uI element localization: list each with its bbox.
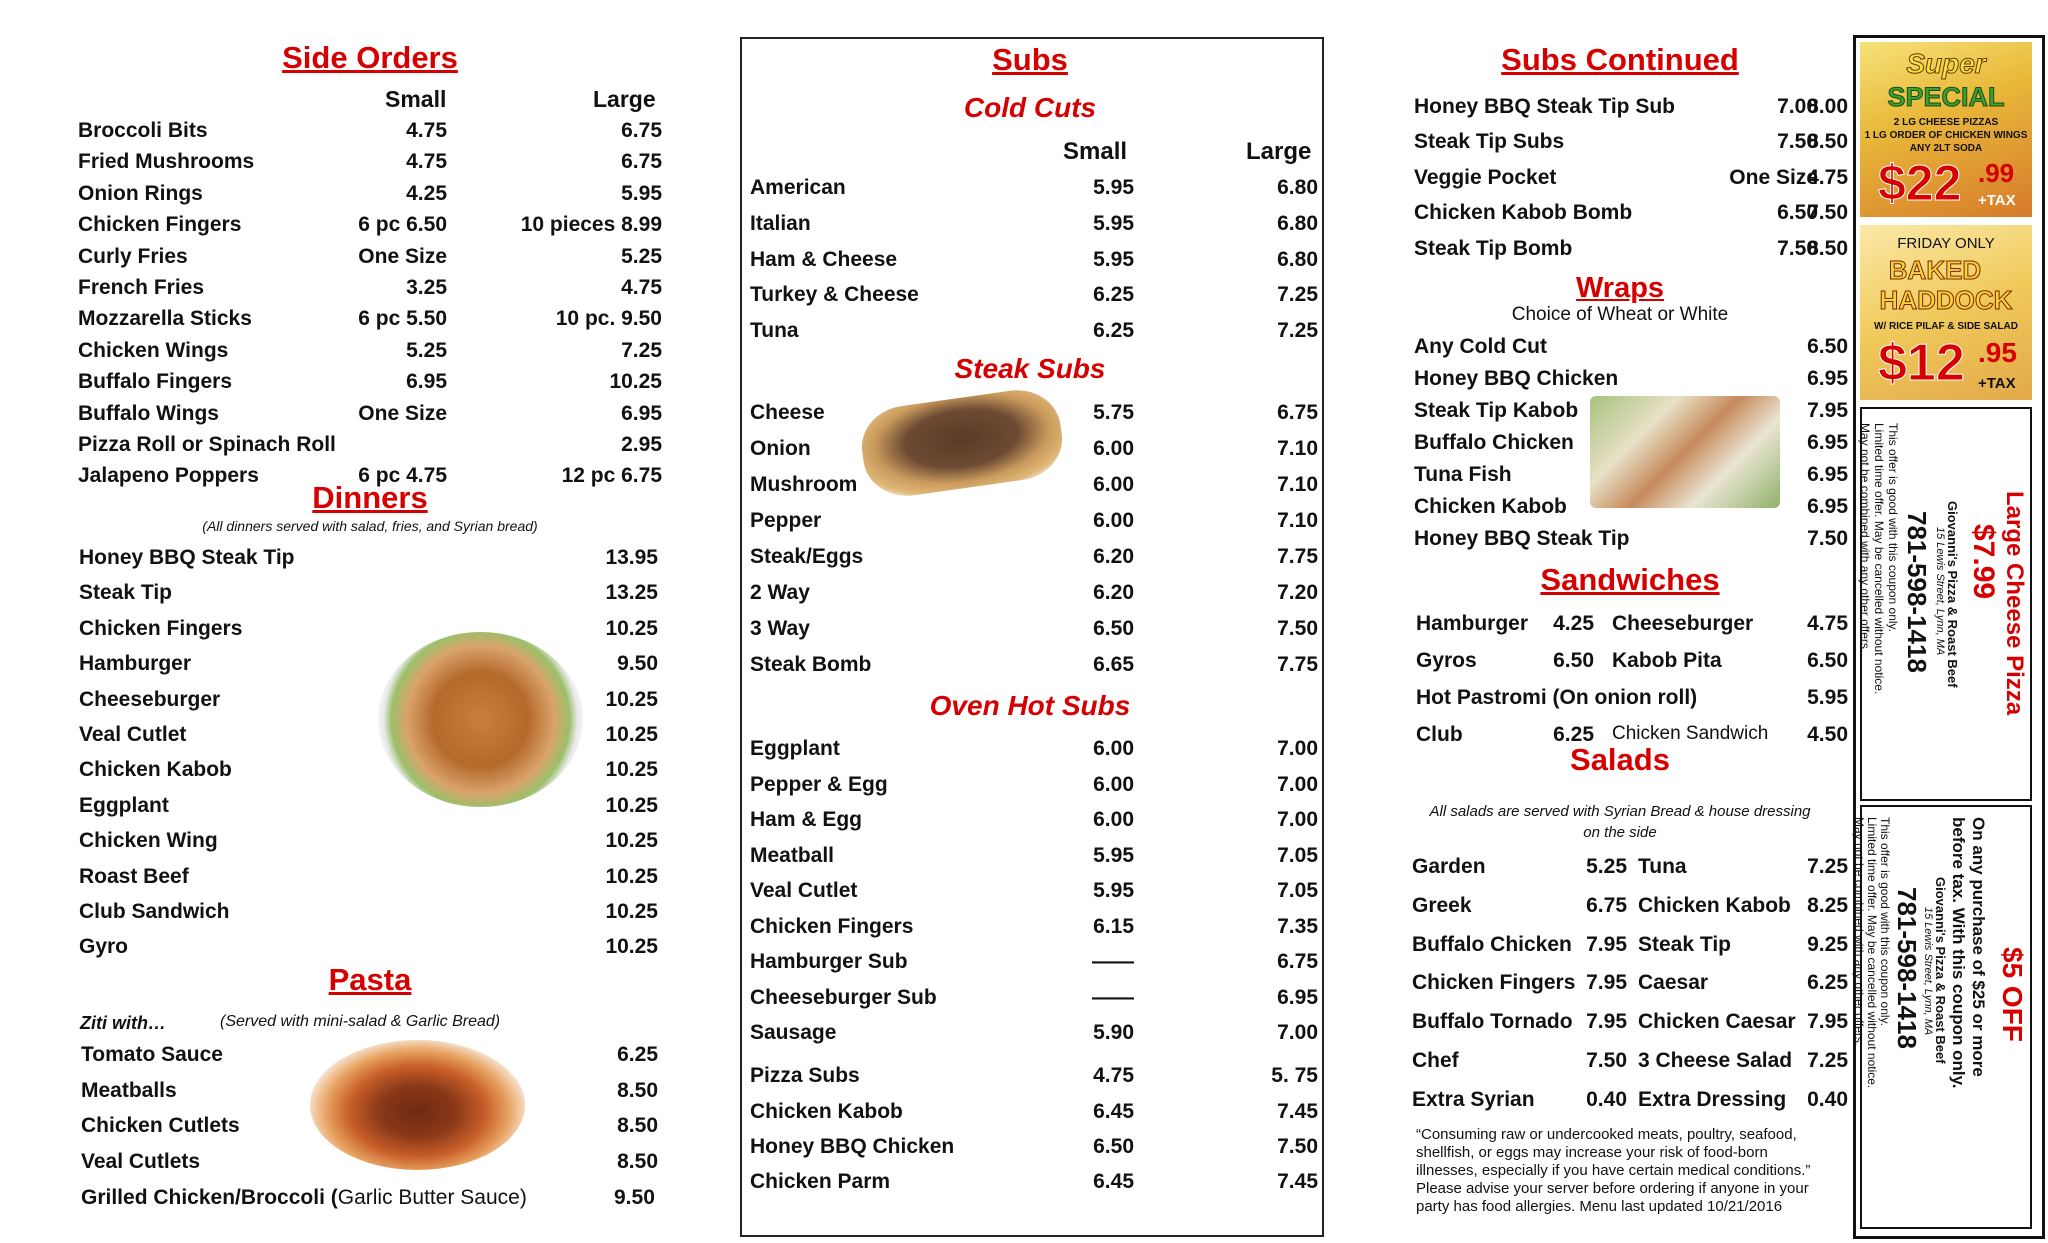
salads-note-2: on the side xyxy=(1583,824,1657,841)
chicken-plate-image xyxy=(378,632,583,807)
item-large-price: 7.20 xyxy=(1277,581,1318,604)
item-name-a: Hot Pastromi (On onion roll) xyxy=(1416,686,1698,709)
coupon1-fine-2: Limited time offer. May be cancelled without notice. xyxy=(1872,423,1886,695)
super-desc-1: 2 LG CHEESE PIZZAS xyxy=(1893,117,1999,128)
super-price: $22 xyxy=(1878,155,1962,211)
item-price: 10.25 xyxy=(605,687,658,711)
item-name: Meatballs xyxy=(81,1078,177,1102)
coupon2-line-1: On any purchase of $25 or more xyxy=(1969,817,1988,1077)
item-large-price: 7.45 xyxy=(1277,1100,1318,1123)
subs-title: Subs xyxy=(992,42,1068,77)
item-name: American xyxy=(750,176,846,199)
friday-desc: W/ RICE PILAF & SIDE SALAD xyxy=(1874,321,2018,332)
super-label: Super xyxy=(1906,48,1986,79)
item-name: Steak Tip Subs xyxy=(1414,130,1565,154)
item-price-a: 7.95 xyxy=(1586,971,1627,995)
item-large-price: 8.50 xyxy=(1807,130,1848,154)
item-name: Veal Cutlet xyxy=(750,879,858,902)
item-small-price: 5.95 xyxy=(1093,176,1134,199)
item-name: Onion xyxy=(750,437,811,460)
item-price-b: 6.50 xyxy=(1807,648,1848,672)
item-name: Chicken Wings xyxy=(78,338,229,362)
item-name: Cheeseburger xyxy=(79,687,221,711)
item-small-price: 7.50 xyxy=(1777,130,1818,154)
item-name: Chicken Cutlets xyxy=(81,1114,240,1137)
item-name: Buffalo Wings xyxy=(78,401,219,425)
item-price: 13.95 xyxy=(605,546,658,569)
item-large-price: 7.10 xyxy=(1277,473,1318,496)
coupon1-fine-3: May not be combined with any other offers. xyxy=(1858,423,1872,653)
super-tax: +TAX xyxy=(1978,192,2016,209)
item-name: Veal Cutlets xyxy=(81,1149,201,1173)
coupon2-phone: 781-598-1418 xyxy=(1892,887,1922,1049)
item-large-price: 7.75 xyxy=(1277,545,1318,568)
item-name: Curly Fries xyxy=(78,244,188,268)
wrap-image xyxy=(1590,396,1780,508)
item-price: 10.25 xyxy=(605,616,658,640)
item-price-b: 4.75 xyxy=(1807,612,1848,635)
item-price: 10.25 xyxy=(605,864,658,888)
item-price: 6.95 xyxy=(1807,463,1848,486)
item-small-price: 4.75 xyxy=(1093,1064,1134,1087)
item-large-price: 7.45 xyxy=(1277,1170,1318,1193)
item-price-b: 7.25 xyxy=(1807,1049,1848,1072)
item-price: 6.50 xyxy=(1807,335,1848,358)
item-price: 10.25 xyxy=(605,723,658,746)
item-large-price: 5.25 xyxy=(621,244,662,268)
item-name: Ham & Egg xyxy=(750,808,863,831)
item-name: Hamburger Sub xyxy=(750,950,908,973)
item-name: Tuna Fish xyxy=(1414,463,1512,486)
item-small-price: 6.20 xyxy=(1093,581,1134,604)
side-orders-title: Side Orders xyxy=(282,40,458,75)
item-name: Meatball xyxy=(750,844,835,867)
item-name-a: Gyros xyxy=(1416,648,1477,672)
item-large-price: 7.00 xyxy=(1277,1021,1318,1044)
item-name: Chicken Kabob Bomb xyxy=(1414,201,1633,225)
item-price-a: 6.75 xyxy=(1586,893,1627,917)
item-price-b: 5.95 xyxy=(1807,686,1848,709)
dinners-note: (All dinners served with salad, fries, and Syrian bread) xyxy=(202,518,538,534)
item-small-price: 5.75 xyxy=(1093,401,1134,424)
item-large-price: 7.10 xyxy=(1277,509,1318,532)
disclaimer-line: illnesses, especially if you have certain medical conditions.” xyxy=(1416,1162,1811,1179)
item-price-a: 7.95 xyxy=(1586,1010,1627,1034)
item-large-price: 4.75 xyxy=(1807,165,1848,189)
item-name: Chicken Kabob xyxy=(1414,495,1567,518)
item-price: 7.95 xyxy=(1807,399,1848,422)
item-name: Honey BBQ Steak Tip Sub xyxy=(1414,95,1675,118)
col-small-label: Small xyxy=(385,86,447,112)
friday-label: FRIDAY ONLY xyxy=(1897,235,1995,252)
item-large-price: 7.25 xyxy=(621,338,662,362)
item-name: Buffalo Chicken xyxy=(1414,431,1574,454)
item-large-price: 2.95 xyxy=(621,433,662,456)
super-desc-3: ANY 2LT SODA xyxy=(1909,143,1983,154)
disclaimer-line: party has food allergies. Menu last updated 10/21/2016 xyxy=(1416,1198,1783,1215)
item-name: Roast Beef xyxy=(79,864,189,888)
item-small-price: 6 pc 4.75 xyxy=(358,464,447,488)
item-name: Chicken Fingers xyxy=(750,915,914,938)
item-price-b: 6.25 xyxy=(1807,971,1848,995)
item-large-price: 7.05 xyxy=(1277,879,1318,902)
item-large-price: 10.25 xyxy=(609,370,662,394)
item-price-b: 0.40 xyxy=(1807,1087,1848,1111)
item-price-b: 4.50 xyxy=(1807,723,1848,746)
item-price-a: 4.25 xyxy=(1553,612,1594,635)
coupon2-title: $5 OFF xyxy=(1997,947,2028,1042)
item-name: Tuna xyxy=(750,319,799,343)
item-name: Cheeseburger Sub xyxy=(750,986,937,1009)
item-small-price: 6.25 xyxy=(1093,283,1134,307)
item-small-price: 6.95 xyxy=(406,370,447,394)
item-small-price: —— xyxy=(1092,950,1134,973)
coupon1-title: Large Cheese Pizza xyxy=(2001,491,2028,716)
item-price: 10.25 xyxy=(605,758,658,782)
item-small-price: 6.00 xyxy=(1093,509,1134,532)
item-name: Steak Tip xyxy=(79,581,172,605)
item-large-price: 6.75 xyxy=(621,150,662,174)
item-name-a: Buffalo Tornado xyxy=(1412,1010,1573,1034)
item-name: Honey BBQ Chicken xyxy=(1414,367,1619,390)
item-large-price: 7.25 xyxy=(1277,319,1318,343)
item-name: Chicken Fingers xyxy=(78,213,242,237)
item-small-price: 6.15 xyxy=(1093,915,1134,938)
item-small-price: 6 pc 6.50 xyxy=(358,213,447,237)
item-small-price: 6.50 xyxy=(1777,201,1818,225)
subs-continued-title: Subs Continued xyxy=(1501,42,1739,77)
item-price: 8.50 xyxy=(617,1078,658,1102)
item-large-price: 7.05 xyxy=(1277,844,1318,867)
coupon-large-cheese-pizza[interactable] xyxy=(1860,407,2032,801)
item-name: Hamburger xyxy=(79,652,192,676)
coupon2-fine-1: This offer is good with this coupon only. xyxy=(1878,817,1892,1027)
subs-col-small: Small xyxy=(1063,138,1128,165)
cold-cuts-title: Cold Cuts xyxy=(963,92,1097,123)
item-name-b: Kabob Pita xyxy=(1612,648,1722,672)
item-small-price: 6.45 xyxy=(1093,1170,1134,1193)
item-name: Veggie Pocket xyxy=(1414,165,1557,189)
item-large-price: 5. 75 xyxy=(1271,1064,1318,1087)
item-name: Jalapeno Poppers xyxy=(78,464,259,488)
item-name: Sausage xyxy=(750,1021,837,1044)
item-name-a: Garden xyxy=(1412,855,1486,878)
item-price: 7.50 xyxy=(1807,527,1848,550)
item-name: Any Cold Cut xyxy=(1414,335,1547,358)
item-name: Turkey & Cheese xyxy=(750,283,919,307)
item-name: Pepper xyxy=(750,509,822,532)
salads-note-1: All salads are served with Syrian Bread & house dressing xyxy=(1429,803,1811,820)
pasta-title: Pasta xyxy=(328,962,412,997)
item-price: 13.25 xyxy=(605,581,658,605)
item-large-price: 6.75 xyxy=(621,119,662,142)
super-cents: .99 xyxy=(1978,158,2015,188)
subs-col-large: Large xyxy=(1246,138,1312,165)
item-name: Eggplant xyxy=(79,793,169,817)
item-name: Chicken Parm xyxy=(750,1170,891,1193)
item-large-price: 6.80 xyxy=(1277,176,1318,199)
item-large-price: 6.95 xyxy=(1277,986,1318,1009)
disclaimer-line: Please advise your server before ordering if anyone in your xyxy=(1416,1180,1809,1197)
item-name: Pepper & Egg xyxy=(750,773,888,796)
item-price: 6.95 xyxy=(1807,367,1848,390)
coupon1-price: $7.99 xyxy=(1967,524,2000,600)
item-name-a: Hamburger xyxy=(1416,612,1529,635)
item-name-b: Extra Dressing xyxy=(1638,1087,1787,1111)
item-large-price: 6.80 xyxy=(1277,211,1318,235)
item-large-price: 6.80 xyxy=(1277,247,1318,271)
item-name-a: Chicken Fingers xyxy=(1412,971,1576,995)
item-small-price: 4.75 xyxy=(406,119,447,142)
item-name-b: Steak Tip xyxy=(1638,932,1731,956)
item-name: Steak Tip Kabob xyxy=(1414,399,1579,422)
item-small-price: One Size xyxy=(1729,165,1818,189)
sandwiches-title: Sandwiches xyxy=(1540,562,1720,597)
promo-super-special xyxy=(1860,42,2032,217)
ziti-label: Ziti with… xyxy=(80,1013,166,1033)
item-name: Veal Cutlet xyxy=(79,723,187,746)
item-large-price: 7.35 xyxy=(1277,915,1318,938)
item-name: Mozzarella Sticks xyxy=(78,307,252,331)
item-small-price: 4.25 xyxy=(406,181,447,205)
item-small-price: 5.25 xyxy=(406,338,447,362)
baked-label: BAKED xyxy=(1888,255,1982,285)
item-small-price: 6.00 xyxy=(1093,473,1134,496)
item-name: Eggplant xyxy=(750,737,840,760)
item-price-a: 6.50 xyxy=(1553,648,1594,672)
item-name: 3 Way xyxy=(750,617,810,640)
item-large-price: 7.25 xyxy=(1277,283,1318,307)
item-small-price: 6.20 xyxy=(1093,545,1134,568)
item-price-b: 9.25 xyxy=(1807,932,1848,956)
coupon2-line-2: before tax. With this coupon only. xyxy=(1949,817,1968,1089)
item-large-price: 4.75 xyxy=(621,276,662,299)
wraps-note: Choice of Wheat or White xyxy=(1511,304,1729,325)
item-large-price: 7.10 xyxy=(1277,437,1318,460)
item-name: Honey BBQ Steak Tip xyxy=(1414,527,1630,550)
coupon1-store: Giovanni's Pizza & Roast Beef xyxy=(1945,501,1960,688)
coupon2-address: 15 Lewis Street, Lynn, MA xyxy=(1922,907,1934,1036)
pasta-last-sub: Garlic Butter Sauce) xyxy=(337,1186,527,1209)
item-name-a: Club xyxy=(1416,723,1463,746)
special-label: SPECIAL xyxy=(1887,82,2005,112)
item-name-a: Chef xyxy=(1412,1049,1459,1072)
item-small-price: 5.95 xyxy=(1093,211,1134,235)
friday-price: $12 xyxy=(1878,334,1965,392)
item-name: Honey BBQ Chicken xyxy=(750,1135,955,1158)
item-price: 10.25 xyxy=(605,935,658,959)
item-name: Onion Rings xyxy=(78,181,203,205)
item-name: Pizza Subs xyxy=(750,1064,860,1087)
coupon1-phone: 781-598-1418 xyxy=(1902,511,1932,673)
item-name-a: Greek xyxy=(1412,893,1472,917)
item-name: 2 Way xyxy=(750,581,810,604)
item-large-price: 7.50 xyxy=(1277,1135,1318,1158)
coupon2-store: Giovanni's Pizza & Roast Beef xyxy=(1933,877,1948,1064)
item-name: Chicken Kabob xyxy=(750,1100,903,1123)
item-large-price: 12 pc 6.75 xyxy=(561,464,662,488)
item-name: Club Sandwich xyxy=(79,900,230,923)
item-name: Ham & Cheese xyxy=(750,247,898,271)
item-large-price: 10 pc. 9.50 xyxy=(555,307,662,331)
item-large-price: 8.50 xyxy=(1807,236,1848,260)
item-name-b: Caesar xyxy=(1638,971,1709,995)
pasta-note: (Served with mini-salad & Garlic Bread) xyxy=(220,1013,501,1030)
coupon2-fine-3: May not be combined with any other offers. xyxy=(1852,817,1866,1047)
item-name: Steak Bomb xyxy=(750,653,872,676)
item-name-b: 3 Cheese Salad xyxy=(1638,1049,1793,1072)
item-small-price: 6.65 xyxy=(1093,653,1134,676)
item-price: 10.25 xyxy=(605,829,658,853)
item-price-b: 8.25 xyxy=(1807,893,1848,917)
item-small-price: 6.50 xyxy=(1093,1135,1134,1158)
promo-friday-haddock xyxy=(1860,225,2032,400)
steak-subs-title: Steak Subs xyxy=(954,353,1106,384)
oven-hot-subs-title: Oven Hot Subs xyxy=(929,690,1131,721)
item-small-price: 6.25 xyxy=(1093,319,1134,343)
super-desc-2: 1 LG ORDER OF CHICKEN WINGS xyxy=(1864,130,2028,141)
item-small-price: 5.95 xyxy=(1093,879,1134,902)
item-name-b: Chicken Sandwich xyxy=(1612,723,1769,744)
item-price-a: 0.40 xyxy=(1586,1087,1627,1111)
item-name: Cheese xyxy=(750,401,825,424)
item-name: Chicken Fingers xyxy=(79,616,243,640)
spaghetti-meatballs-image xyxy=(310,1040,525,1170)
item-price-b: 7.25 xyxy=(1807,855,1848,878)
pasta-last-name: Grilled Chicken/Broccoli ( xyxy=(81,1186,338,1209)
item-name: Chicken Wing xyxy=(79,829,218,853)
item-price-b: 7.95 xyxy=(1807,1010,1848,1034)
item-small-price: 7.00 xyxy=(1777,95,1818,118)
item-name: Fried Mushrooms xyxy=(78,150,255,174)
item-price: 9.50 xyxy=(617,652,658,676)
item-small-price: 4.75 xyxy=(406,150,447,174)
item-large-price: 7.00 xyxy=(1277,773,1318,796)
item-name-b: Chicken Kabob xyxy=(1638,893,1791,917)
disclaimer-line: shellfish, or eggs may increase your risk of food-born xyxy=(1416,1144,1768,1161)
item-small-price: One Size xyxy=(358,401,447,425)
pasta-last-price: 9.50 xyxy=(614,1186,655,1209)
item-small-price: 6.00 xyxy=(1093,737,1134,760)
item-price: 6.25 xyxy=(617,1043,658,1066)
item-large-price: 6.75 xyxy=(1277,950,1318,973)
item-name: Mushroom xyxy=(750,473,858,496)
friday-tax: +TAX xyxy=(1978,375,2016,392)
item-price: 6.95 xyxy=(1807,431,1848,454)
item-name: Tomato Sauce xyxy=(81,1043,223,1066)
item-small-price: 5.95 xyxy=(1093,844,1134,867)
item-price: 8.50 xyxy=(617,1149,658,1173)
item-small-price: 6.00 xyxy=(1093,773,1134,796)
item-large-price: 7.50 xyxy=(1277,617,1318,640)
item-name: Gyro xyxy=(79,935,129,959)
item-small-price: 6.45 xyxy=(1093,1100,1134,1123)
item-large-price: 8.00 xyxy=(1807,95,1848,118)
item-price-a: 7.95 xyxy=(1586,932,1627,956)
item-name: Italian xyxy=(750,211,811,235)
item-large-price: 6.75 xyxy=(1277,401,1318,424)
item-name-a: Extra Syrian xyxy=(1412,1087,1535,1111)
item-name-a: Buffalo Chicken xyxy=(1412,932,1572,956)
item-price-a: 7.50 xyxy=(1586,1049,1627,1072)
wraps-title: Wraps xyxy=(1575,272,1665,304)
item-small-price: 6.50 xyxy=(1093,617,1134,640)
item-price: 10.25 xyxy=(605,900,658,923)
item-small-price: 6 pc 5.50 xyxy=(358,307,447,331)
item-name-b: Tuna xyxy=(1638,855,1687,878)
coupon-5-off[interactable] xyxy=(1852,805,2032,1229)
item-large-price: 7.75 xyxy=(1277,653,1318,676)
item-name: Steak Tip Bomb xyxy=(1414,236,1573,260)
item-large-price: 10 pieces 8.99 xyxy=(520,213,662,237)
item-small-price: One Size xyxy=(358,244,447,268)
item-small-price: 6.00 xyxy=(1093,437,1134,460)
item-name: Chicken Kabob xyxy=(79,758,232,782)
item-small-price: —— xyxy=(1092,986,1134,1009)
item-small-price: 5.90 xyxy=(1093,1021,1134,1044)
col-large-label: Large xyxy=(593,86,656,112)
item-name: Pizza Roll or Spinach Roll xyxy=(78,433,336,456)
item-price: 6.95 xyxy=(1807,495,1848,518)
item-price: 10.25 xyxy=(605,793,658,817)
item-small-price: 3.25 xyxy=(406,276,447,299)
disclaimer-line: “Consuming raw or undercooked meats, poultry, seafood, xyxy=(1416,1126,1797,1143)
item-name: Honey BBQ Steak Tip xyxy=(79,546,295,569)
item-name-b: Cheeseburger xyxy=(1612,612,1754,635)
item-name-b: Chicken Caesar xyxy=(1638,1010,1796,1034)
friday-cents: .95 xyxy=(1978,337,2017,368)
item-name: Buffalo Fingers xyxy=(78,370,233,394)
item-name: Steak/Eggs xyxy=(750,545,864,568)
coupon1-fine-1: This offer is good with this coupon only. xyxy=(1886,423,1900,633)
item-large-price: 6.95 xyxy=(621,401,662,425)
item-small-price: 5.95 xyxy=(1093,247,1134,271)
item-price-a: 5.25 xyxy=(1586,855,1627,878)
item-price: 8.50 xyxy=(617,1114,658,1137)
item-large-price: 5.95 xyxy=(621,181,662,205)
item-large-price: 7.00 xyxy=(1277,737,1318,760)
coupon1-address: 15 Lewis Street, Lynn, MA xyxy=(1934,527,1946,656)
item-small-price: 7.50 xyxy=(1777,236,1818,260)
item-name: French Fries xyxy=(78,276,205,299)
item-large-price: 7.00 xyxy=(1277,808,1318,831)
haddock-label: HADDOCK xyxy=(1879,285,2013,315)
salads-title: Salads xyxy=(1570,742,1670,777)
dinners-title: Dinners xyxy=(312,480,428,515)
item-large-price: 7.50 xyxy=(1807,201,1848,225)
subs-box xyxy=(740,37,1324,1237)
item-price-a: 6.25 xyxy=(1553,723,1594,746)
coupon2-fine-2: Limited time offer. May be cancelled without notice. xyxy=(1865,817,1879,1089)
item-name: Broccoli Bits xyxy=(78,119,208,142)
item-small-price: 6.00 xyxy=(1093,808,1134,831)
